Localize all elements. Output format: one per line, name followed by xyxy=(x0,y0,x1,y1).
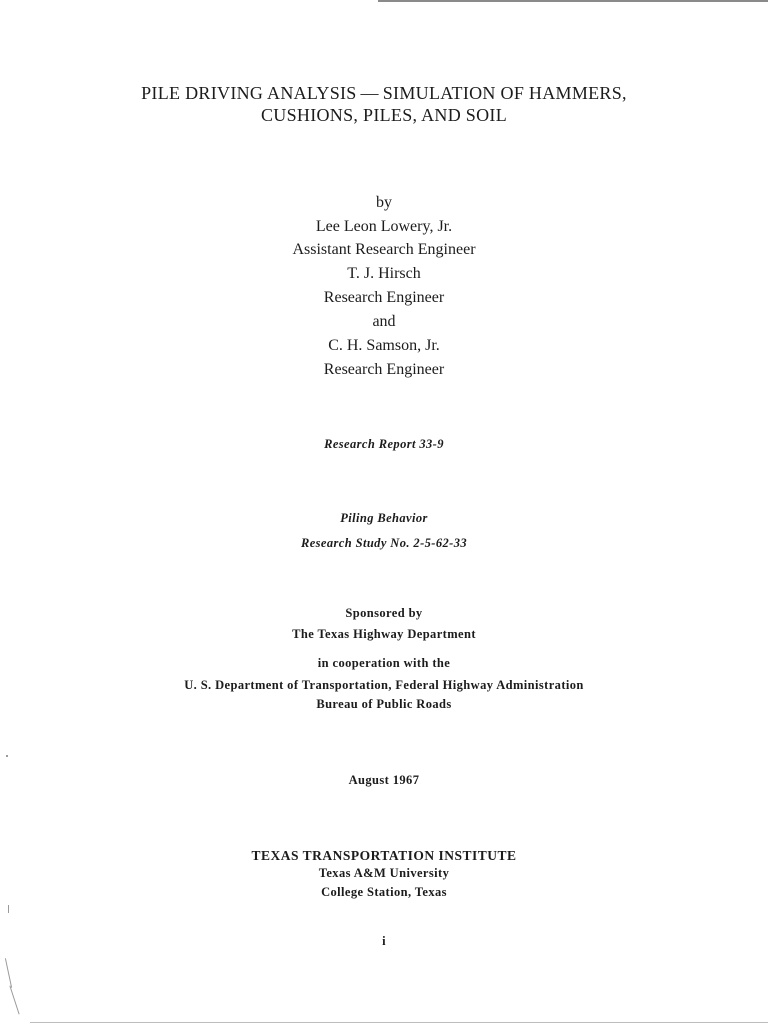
top-edge-rule xyxy=(378,0,768,2)
sponsor-bureau: Bureau of Public Roads xyxy=(316,697,452,711)
bottom-edge-rule xyxy=(30,1022,768,1023)
sponsor-cooperation: in cooperation with the xyxy=(317,656,451,670)
institute-location: College Station, Texas xyxy=(321,885,447,899)
author-3-name: C. H. Samson, Jr. xyxy=(328,337,440,354)
research-report-number: Research Report 33-9 xyxy=(324,437,444,451)
study-name: Piling Behavior xyxy=(340,511,428,525)
scan-mark xyxy=(9,986,19,1015)
byline-by: by xyxy=(376,194,392,211)
institute-university: Texas A&M University xyxy=(318,866,450,880)
author-2-role: Research Engineer xyxy=(323,289,445,306)
publication-date: August 1967 xyxy=(348,773,420,787)
scan-mark xyxy=(5,958,12,988)
title-line-2: CUSHIONS, PILES, AND SOIL xyxy=(260,105,508,125)
institute-name: TEXAS TRANSPORTATION INSTITUTE xyxy=(251,848,517,863)
title-line-1: PILE DRIVING ANALYSIS — SIMULATION OF HAMMERS, xyxy=(141,83,627,103)
author-1-name: Lee Leon Lowery, Jr. xyxy=(315,218,453,235)
scan-mark xyxy=(8,905,9,913)
scan-mark xyxy=(6,755,8,757)
byline-and: and xyxy=(372,313,396,330)
author-2-name: T. J. Hirsch xyxy=(347,265,421,282)
author-1-role: Assistant Research Engineer xyxy=(292,241,476,258)
author-3-role: Research Engineer xyxy=(323,361,445,378)
study-number: Research Study No. 2-5-62-33 xyxy=(300,536,468,550)
page-number: i xyxy=(382,934,386,948)
sponsored-by: Sponsored by xyxy=(345,606,423,620)
sponsor-department: The Texas Highway Department xyxy=(292,627,476,641)
sponsor-federal: U. S. Department of Transportation, Federal Highway Administration xyxy=(184,678,584,692)
